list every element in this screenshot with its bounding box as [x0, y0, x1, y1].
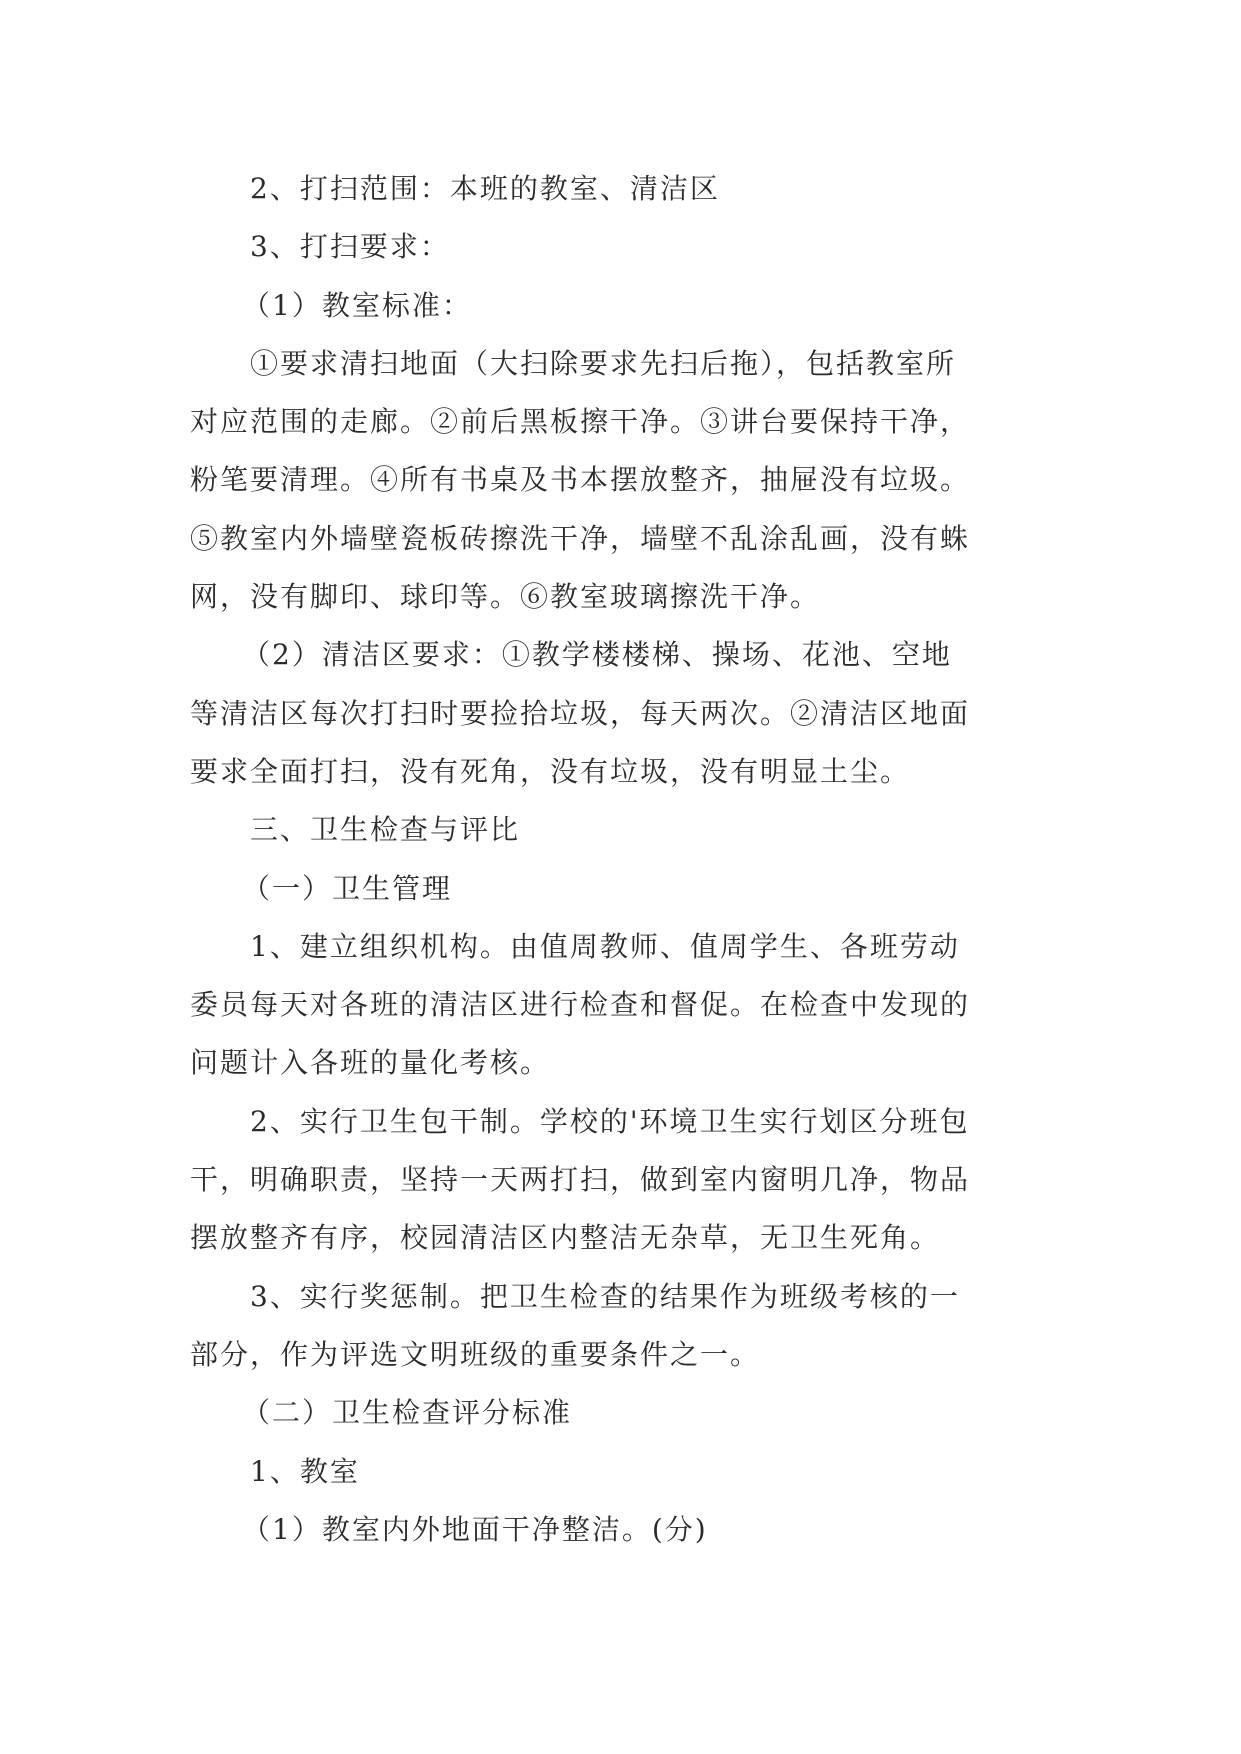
paragraph-line: 3、实行奖惩制。把卫生检查的结果作为班级考核的一: [250, 1279, 960, 1313]
paragraph-line: 2、打扫范围：本班的教室、清洁区: [250, 172, 720, 205]
paragraph-line: 摆放整齐有序，校园清洁区内整洁无杂草，无卫生死角。: [190, 1221, 941, 1255]
paragraph-line: 对应范围的走廊。②前后黑板擦干净。③讲台要保持干净，: [190, 405, 971, 439]
paragraph-line: （1）教室标准：: [242, 288, 472, 322]
paragraph-line: 等清洁区每次打扫时要捡拾垃圾，每天两次。②清洁区地面: [190, 696, 971, 730]
paragraph-line: 1、教室: [250, 1454, 360, 1488]
paragraph-line: 委员每天对各班的清洁区进行检查和督促。在检查中发现的: [190, 988, 971, 1022]
paragraph-line: 干，明确职责，坚持一天两打扫，做到室内窗明几净，物品: [190, 1163, 971, 1197]
paragraph-line: 1、建立组织机构。由值周教师、值周学生、各班劳动: [250, 929, 960, 963]
paragraph-line: ①要求清扫地面（大扫除要求先扫后拖），包括教室所: [250, 346, 957, 380]
paragraph-line: 2、实行卫生包干制。学校的'环境卫生实行划区分班包: [250, 1104, 970, 1138]
paragraph-line: 3、打扫要求：: [250, 230, 450, 264]
document-body: [190, 160, 1050, 1559]
subsection-heading: （一）卫生管理: [242, 871, 453, 905]
paragraph-line: 粉笔要清理。④所有书桌及书本摆放整齐，抽屉没有垃圾。: [190, 463, 971, 497]
paragraph-line: 问题计入各班的量化考核。: [190, 1046, 551, 1080]
section-heading: 三、卫生检查与评比: [250, 813, 521, 847]
paragraph-line: 要求全面打扫，没有死角，没有垃圾，没有明显土尘。: [190, 754, 911, 788]
paragraph-line: 部分，作为评选文明班级的重要条件之一。: [190, 1337, 761, 1371]
paragraph-line: （1）教室内外地面干净整洁。(分): [242, 1512, 708, 1546]
paragraph-line: （2）清洁区要求：①教学楼楼梯、操场、花池、空地: [242, 638, 952, 672]
paragraph-line: 网，没有脚印、球印等。⑥教室玻璃擦洗干净。: [190, 580, 821, 614]
paragraph-line: ⑤教室内外墙壁瓷板砖擦洗干净，墙壁不乱涂乱画，没有蛛: [190, 521, 971, 555]
subsection-heading: （二）卫生检查评分标准: [242, 1396, 573, 1430]
